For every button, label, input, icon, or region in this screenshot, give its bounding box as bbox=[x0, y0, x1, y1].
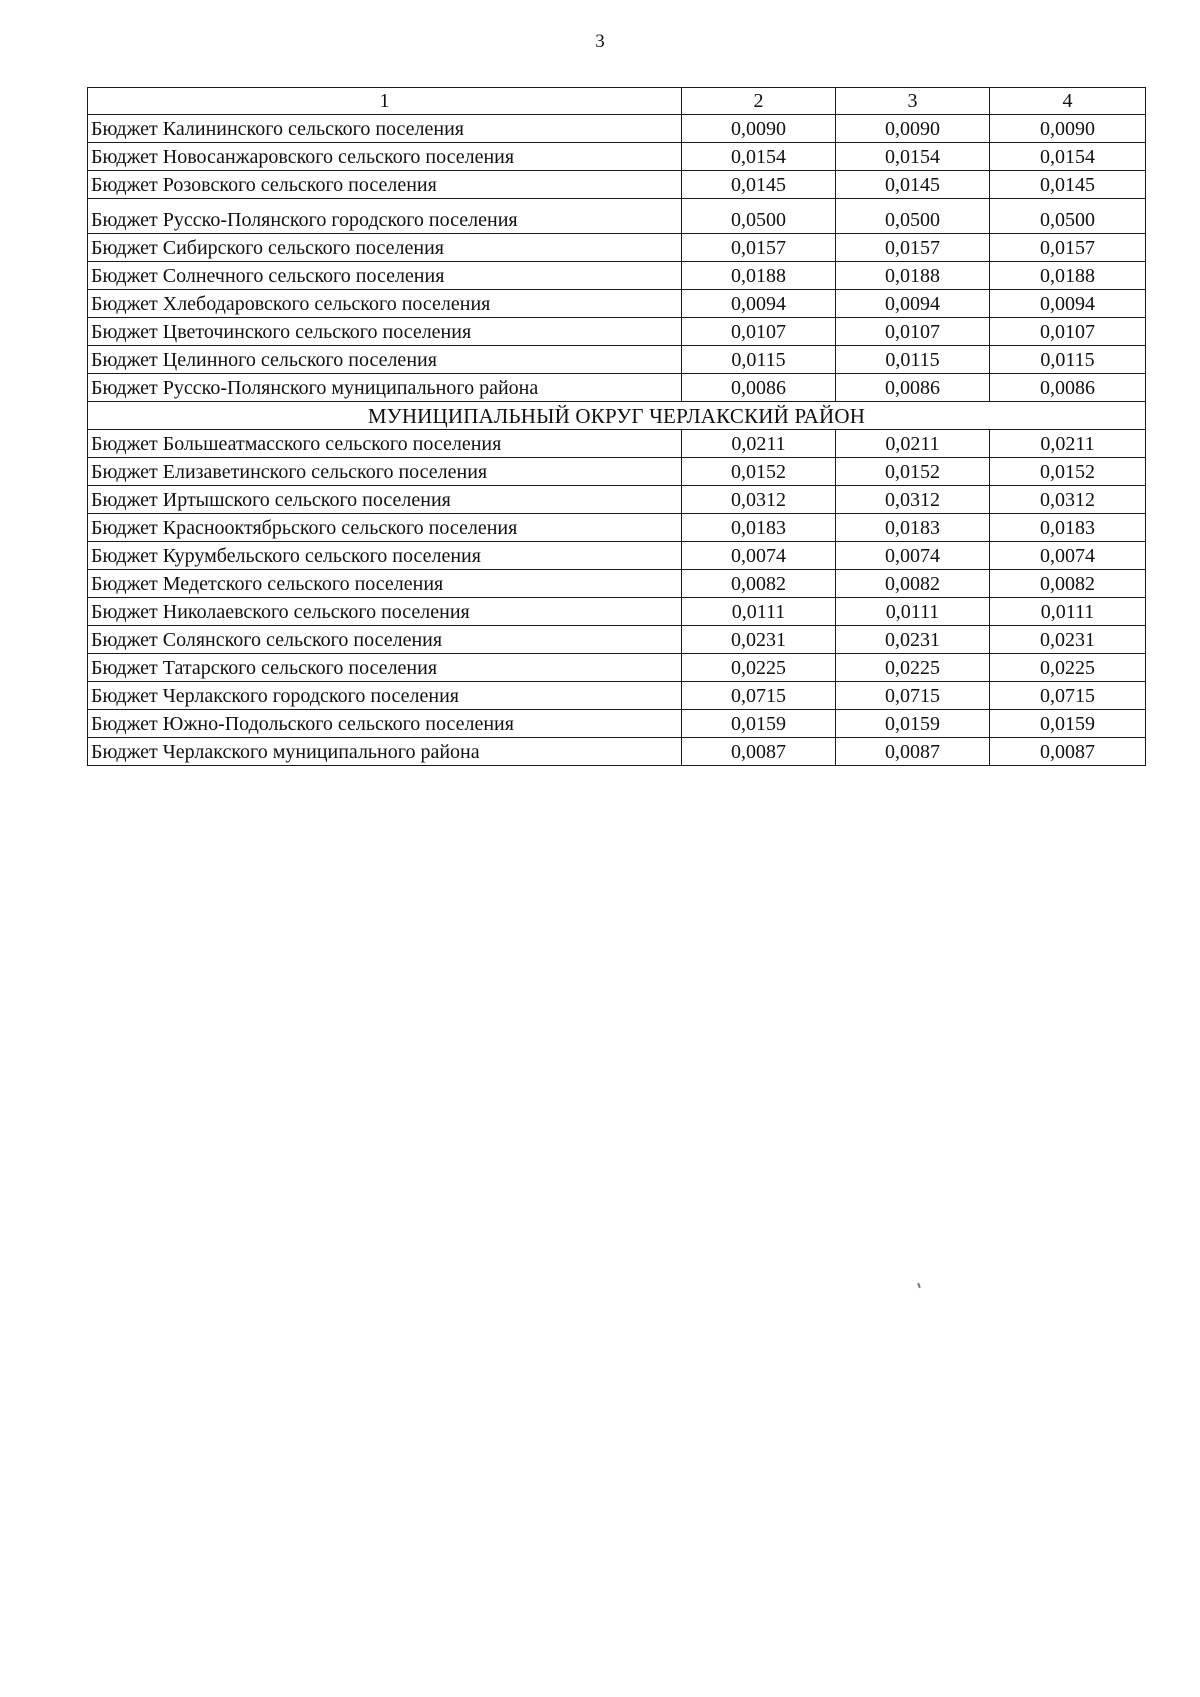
value-cell-col-2: 0,0188 bbox=[682, 262, 836, 290]
value-cell-col-4: 0,0111 bbox=[990, 598, 1146, 626]
value-cell-col-2: 0,0211 bbox=[682, 430, 836, 458]
table-row bbox=[88, 486, 1146, 514]
budget-name-cell: Бюджет Сибирского сельского поселения bbox=[88, 234, 682, 262]
value-cell-col-4: 0,0107 bbox=[990, 318, 1146, 346]
table-row bbox=[88, 710, 1146, 738]
budget-name-cell: Бюджет Николаевского сельского поселения bbox=[88, 598, 682, 626]
table-row bbox=[88, 738, 1146, 766]
value-cell-col-2: 0,0115 bbox=[682, 346, 836, 374]
scan-speck bbox=[917, 1283, 921, 1288]
value-cell-col-3: 0,0074 bbox=[836, 542, 990, 570]
table-header-row bbox=[88, 88, 1146, 115]
table-row bbox=[88, 143, 1146, 171]
table-row bbox=[88, 542, 1146, 570]
value-cell-col-3: 0,0159 bbox=[836, 710, 990, 738]
budget-name-cell: Бюджет Солнечного сельского поселения bbox=[88, 262, 682, 290]
column-header-2: 2 bbox=[682, 88, 836, 115]
value-cell-col-3: 0,0154 bbox=[836, 143, 990, 171]
value-cell-col-2: 0,0225 bbox=[682, 654, 836, 682]
value-cell-col-3: 0,0094 bbox=[836, 290, 990, 318]
table-row bbox=[88, 626, 1146, 654]
value-cell-col-4: 0,0715 bbox=[990, 682, 1146, 710]
budget-name-cell: Бюджет Цветочинского сельского поселения bbox=[88, 318, 682, 346]
value-cell-col-2: 0,0074 bbox=[682, 542, 836, 570]
value-cell-col-3: 0,0082 bbox=[836, 570, 990, 598]
value-cell-col-3: 0,0090 bbox=[836, 115, 990, 143]
value-cell-col-4: 0,0082 bbox=[990, 570, 1146, 598]
value-cell-col-2: 0,0157 bbox=[682, 234, 836, 262]
value-cell-col-4: 0,0225 bbox=[990, 654, 1146, 682]
table-row bbox=[88, 346, 1146, 374]
value-cell-col-2: 0,0087 bbox=[682, 738, 836, 766]
value-cell-col-2: 0,0152 bbox=[682, 458, 836, 486]
budget-name-cell: Бюджет Черлакского муниципального района bbox=[88, 738, 682, 766]
value-cell-col-2: 0,0094 bbox=[682, 290, 836, 318]
value-cell-col-2: 0,0086 bbox=[682, 374, 836, 402]
value-cell-col-4: 0,0074 bbox=[990, 542, 1146, 570]
value-cell-col-2: 0,0111 bbox=[682, 598, 836, 626]
value-cell-col-3: 0,0211 bbox=[836, 430, 990, 458]
table-body bbox=[88, 115, 1146, 766]
column-header-1: 1 bbox=[88, 88, 682, 115]
value-cell-col-2: 0,0107 bbox=[682, 318, 836, 346]
budget-name-cell: Бюджет Иртышского сельского поселения bbox=[88, 486, 682, 514]
budget-name-cell: Бюджет Русско-Полянского муниципального района bbox=[88, 374, 682, 402]
value-cell-col-4: 0,0211 bbox=[990, 430, 1146, 458]
table-row bbox=[88, 570, 1146, 598]
value-cell-col-4: 0,0231 bbox=[990, 626, 1146, 654]
budget-name-cell: Бюджет Курумбельского сельского поселения bbox=[88, 542, 682, 570]
value-cell-col-3: 0,0231 bbox=[836, 626, 990, 654]
budget-name-cell: Бюджет Краснооктябрьского сельского поселения bbox=[88, 514, 682, 542]
budget-name-cell: Бюджет Русско-Полянского городского поселения bbox=[88, 199, 682, 234]
table-row bbox=[88, 598, 1146, 626]
budget-name-cell: Бюджет Медетского сельского поселения bbox=[88, 570, 682, 598]
value-cell-col-2: 0,0231 bbox=[682, 626, 836, 654]
table-row bbox=[88, 514, 1146, 542]
value-cell-col-4: 0,0152 bbox=[990, 458, 1146, 486]
value-cell-col-4: 0,0312 bbox=[990, 486, 1146, 514]
value-cell-col-3: 0,0188 bbox=[836, 262, 990, 290]
value-cell-col-4: 0,0159 bbox=[990, 710, 1146, 738]
value-cell-col-4: 0,0090 bbox=[990, 115, 1146, 143]
table-row bbox=[88, 199, 1146, 234]
table-row bbox=[88, 458, 1146, 486]
section-title: МУНИЦИПАЛЬНЫЙ ОКРУГ ЧЕРЛАКСКИЙ РАЙОН bbox=[88, 402, 1146, 430]
value-cell-col-2: 0,0183 bbox=[682, 514, 836, 542]
column-header-3: 3 bbox=[836, 88, 990, 115]
budget-name-cell: Бюджет Новосанжаровского сельского поселения bbox=[88, 143, 682, 171]
value-cell-col-4: 0,0154 bbox=[990, 143, 1146, 171]
value-cell-col-4: 0,0188 bbox=[990, 262, 1146, 290]
value-cell-col-2: 0,0500 bbox=[682, 199, 836, 234]
budget-name-cell: Бюджет Калининского сельского поселения bbox=[88, 115, 682, 143]
table-row bbox=[88, 290, 1146, 318]
value-cell-col-3: 0,0107 bbox=[836, 318, 990, 346]
budget-name-cell: Бюджет Татарского сельского поселения bbox=[88, 654, 682, 682]
value-cell-col-2: 0,0090 bbox=[682, 115, 836, 143]
value-cell-col-2: 0,0154 bbox=[682, 143, 836, 171]
value-cell-col-4: 0,0086 bbox=[990, 374, 1146, 402]
table-row bbox=[88, 115, 1146, 143]
value-cell-col-3: 0,0225 bbox=[836, 654, 990, 682]
column-header-4: 4 bbox=[990, 88, 1146, 115]
page-number: 3 bbox=[595, 31, 605, 52]
value-cell-col-3: 0,0157 bbox=[836, 234, 990, 262]
value-cell-col-3: 0,0715 bbox=[836, 682, 990, 710]
budget-name-cell: Бюджет Южно-Подольского сельского поселения bbox=[88, 710, 682, 738]
value-cell-col-3: 0,0115 bbox=[836, 346, 990, 374]
value-cell-col-4: 0,0183 bbox=[990, 514, 1146, 542]
budget-name-cell: Бюджет Целинного сельского поселения bbox=[88, 346, 682, 374]
value-cell-col-2: 0,0145 bbox=[682, 171, 836, 199]
value-cell-col-3: 0,0111 bbox=[836, 598, 990, 626]
value-cell-col-2: 0,0082 bbox=[682, 570, 836, 598]
budget-allocation-table bbox=[87, 87, 1146, 766]
value-cell-col-2: 0,0159 bbox=[682, 710, 836, 738]
value-cell-col-3: 0,0312 bbox=[836, 486, 990, 514]
budget-name-cell: Бюджет Большеатмасского сельского поселения bbox=[88, 430, 682, 458]
section-header-row bbox=[88, 402, 1146, 430]
table-row bbox=[88, 654, 1146, 682]
budget-name-cell: Бюджет Солянского сельского поселения bbox=[88, 626, 682, 654]
table-row bbox=[88, 234, 1146, 262]
value-cell-col-4: 0,0157 bbox=[990, 234, 1146, 262]
value-cell-col-3: 0,0145 bbox=[836, 171, 990, 199]
value-cell-col-3: 0,0152 bbox=[836, 458, 990, 486]
table-row bbox=[88, 374, 1146, 402]
budget-name-cell: Бюджет Черлакского городского поселения bbox=[88, 682, 682, 710]
table-row bbox=[88, 262, 1146, 290]
value-cell-col-4: 0,0094 bbox=[990, 290, 1146, 318]
budget-name-cell: Бюджет Елизаветинского сельского поселения bbox=[88, 458, 682, 486]
budget-name-cell: Бюджет Розовского сельского поселения bbox=[88, 171, 682, 199]
value-cell-col-4: 0,0500 bbox=[990, 199, 1146, 234]
table-row bbox=[88, 171, 1146, 199]
value-cell-col-4: 0,0115 bbox=[990, 346, 1146, 374]
table-row bbox=[88, 682, 1146, 710]
table-row bbox=[88, 318, 1146, 346]
value-cell-col-2: 0,0715 bbox=[682, 682, 836, 710]
value-cell-col-2: 0,0312 bbox=[682, 486, 836, 514]
value-cell-col-3: 0,0500 bbox=[836, 199, 990, 234]
value-cell-col-4: 0,0145 bbox=[990, 171, 1146, 199]
value-cell-col-3: 0,0183 bbox=[836, 514, 990, 542]
budget-name-cell: Бюджет Хлебодаровского сельского поселения bbox=[88, 290, 682, 318]
value-cell-col-3: 0,0087 bbox=[836, 738, 990, 766]
value-cell-col-3: 0,0086 bbox=[836, 374, 990, 402]
table-row bbox=[88, 430, 1146, 458]
value-cell-col-4: 0,0087 bbox=[990, 738, 1146, 766]
